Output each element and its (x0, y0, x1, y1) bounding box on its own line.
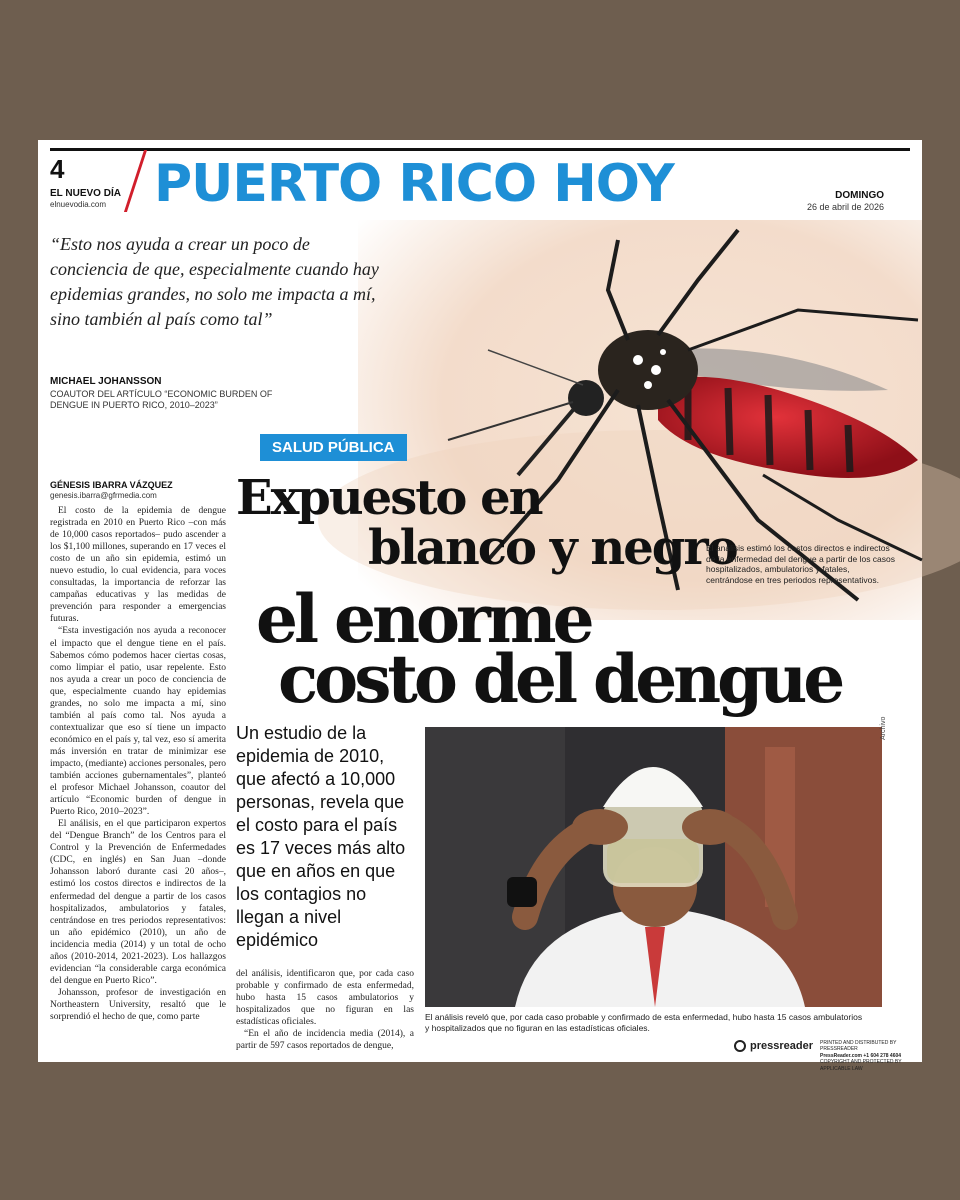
headline-line-2: blanco y negro (368, 520, 737, 576)
photo-caption-top: El análisis estimó los costos directos e indirectos de la enfermedad del dengue a partir de los casos hospitalizados, ambulatorios y fatales, centrándose en tres periodos representativos. (706, 543, 896, 585)
researcher-photo (425, 727, 882, 1007)
paragraph: “En el año de incidencia media (2014), a partir de 597 casos reportados de dengue, (236, 1029, 414, 1052)
paragraph: El costo de la epidemia de dengue registrada en 2010 en Puerto Rico –con más de 10,000 casos reportados– pudo ascender a los $1,100 millones, superando en 17 veces el costo de un año sin epidemia, estimó un nuevo estudio, lo cual evidencia, para voces consultadas, la importancia de reforzar las campañas educativas y las medidas de prevención para responder a emergencias futuras. (50, 506, 226, 625)
paragraph: El análisis, en el que participaron expertos del “Dengue Branch” de los Centros para el Control y la Prevención de Enfermedades (CDC, en inglés) en San Juan –donde Johansson laboró durante casi 20 años–, estimó los costos directos e indirectos de la enfermedad del dengue a partir de los casos hospitalizados, ambulatorios y fatales, centrándose en tres periodos representativos: un año epidémico (2010), un año de incidencia media (2014) y un total de ocho años (2010-2014, 2021-2023). Los hallazgos evidencian “la considerable carga económica del dengue en Puerto Rico”. (50, 819, 226, 986)
quote-author-role: COAUTOR DEL ARTÍCULO “ECONOMIC BURDEN OF DENGUE IN PUERTO RICO, 2010–2023” (50, 389, 273, 410)
section-kicker: SALUD PÚBLICA (260, 434, 407, 461)
section-title: PUERTO RICO HOY (154, 154, 674, 214)
paragraph: del análisis, identificaron que, por cada caso probable y confirmado de esta enfermedad, hubo hasta 15 casos ambulatorios y hospitalizados que no figuran en las estadísticas oficiales. (236, 969, 414, 1028)
article-deck: Un estudio de la epidemia de 2010, que afectó a 10,000 personas, revela que el costo para el país es 17 veces más alto que en años en que los contagios no llegan a nivel epidémico (236, 723, 406, 950)
headline-line-1: Expuesto en (236, 470, 542, 526)
page-number: 4 (50, 154, 65, 184)
quote-author: MICHAEL JOHANSSON (50, 376, 162, 387)
publication-website: elnuevodia.com (50, 200, 107, 209)
photo-credit: Archivo (880, 716, 887, 740)
article-column-2 (236, 968, 414, 1052)
photo-caption-bottom: El análisis reveló que, por cada caso probable y confirmado de esta enfermedad, hubo hasta 15 casos ambulatorios y hospitalizados que no figuran en las estadísticas oficiales. (425, 1012, 863, 1033)
headline-line-3: el enorme (256, 580, 591, 658)
paragraph: Johansson, profesor de investigación en Northeastern University, resaltó que le sorprendió el hecho de que, como parte (50, 987, 226, 1022)
red-slash-divider (124, 150, 147, 212)
paragraph: “Esta investigación nos ayuda a reconocer el impacto que el dengue tiene en el país. Sabemos cómo podemos hacer ciertas cosas, como limpiar el patio, usar repelente. Esto nos ayuda a crear un poco de conciencia de que, especialmente cuando hay epidemias grandes, no solo me impacta a mí, sino también al país como tal. Nos ayuda a contextualizar que eso sí tiene un impacto económico en el país y, tal vez, eso sí amerita más inversión en tratar de minimizar ese impacto, (mediante) acciones personales, pero también acciones gubernamentales”, planteó el profesor Michael Johansson, coautor del artículo “Economic burden of dengue in Puerto Rico, 2010–2023”. (50, 626, 226, 818)
byline-email: genesis.ibarra@gfrmedia.com (50, 491, 157, 500)
headline-line-4: costo del dengue (278, 640, 842, 718)
issue-date: 26 de abril de 2026 (806, 202, 884, 212)
pressreader-line-1: PRINTED AND DISTRIBUTED BY PRESSREADER (820, 1040, 897, 1053)
header-rule (50, 148, 910, 151)
pressreader-name: pressreader (750, 1040, 813, 1052)
pressreader-line-3: COPYRIGHT AND PROTECTED BY APPLICABLE LAW (820, 1059, 902, 1072)
byline-author: GÉNESIS IBARRA VÁZQUEZ (50, 480, 173, 490)
pressreader-line-2: PressReader.com +1 604 278 4604 (820, 1052, 902, 1059)
pressreader-logo-icon (734, 1040, 746, 1052)
issue-day: DOMINGO (835, 190, 884, 201)
pressreader-notice (820, 1040, 920, 1072)
article-column-1 (50, 505, 226, 1023)
pull-quote: “Esto nos ayuda a crear un poco de conciencia de que, especialmente cuando hay epidemias grandes, no solo me impacta a mí, sino también al país como tal” (50, 234, 379, 329)
pressreader-logo (734, 1040, 813, 1052)
publication-name: EL NUEVO DÍA (50, 188, 121, 199)
newspaper-page (38, 140, 922, 1072)
